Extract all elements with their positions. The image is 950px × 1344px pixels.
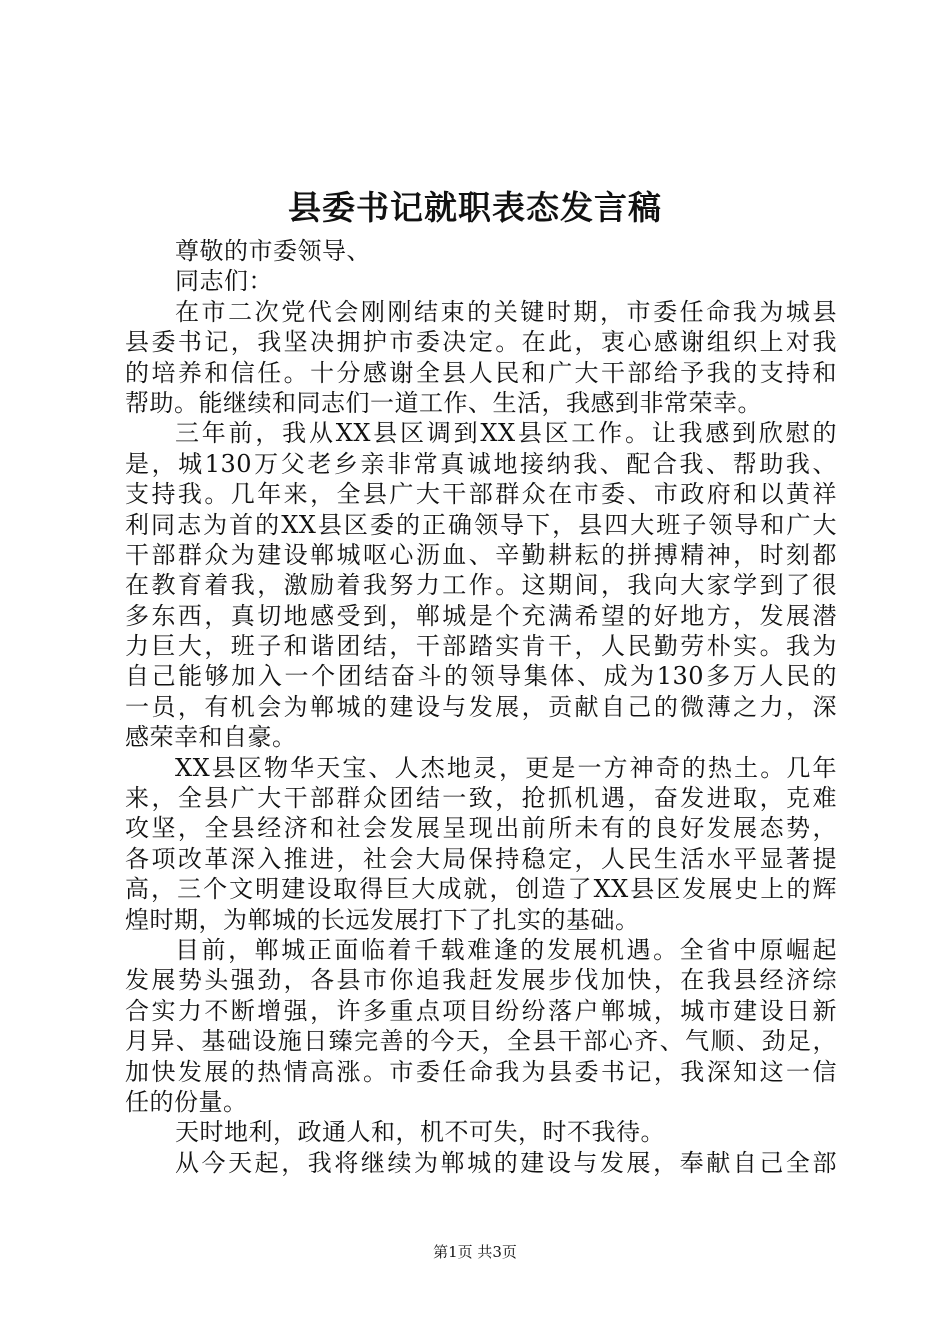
text-line: 是，城130万父老乡亲非常真诚地接纳我、配合我、帮助我、 xyxy=(125,449,837,478)
text-line: 各项改革深入推进，社会大局保持稳定，人民生活水平显著提 xyxy=(125,844,837,873)
text-line: 煌时期，为郸城的长远发展打下了扎实的基础。 xyxy=(125,905,640,934)
text-line: 干部群众为建设郸城呕心沥血、辛勤耕耘的拼搏精神，时刻都 xyxy=(125,540,837,569)
text-line: 多东西，真切地感受到，郸城是个充满希望的好地方，发展潜 xyxy=(125,601,837,630)
text-line: 攻坚，全县经济和社会发展呈现出前所未有的良好发展态势， xyxy=(125,814,837,843)
document-title: 县委书记就职表态发言稿 xyxy=(288,188,662,227)
text-line: 天时地利，政通人和，机不可失，时不我待。 xyxy=(175,1118,665,1147)
text-line: 从今天起，我将继续为郸城的建设与发展，奉献自己全部 xyxy=(175,1148,837,1177)
page-footer: 第1页 共3页 xyxy=(433,1243,517,1261)
text-line: 三年前，我从XX县区调到XX县区工作。让我感到欣慰的 xyxy=(175,419,837,448)
text-line: 的培养和信任。十分感谢全县人民和广大干部给予我的支持和 xyxy=(125,358,837,387)
text-line: 在教育着我，激励着我努力工作。这期间，我向大家学到了很 xyxy=(125,571,837,600)
text-line: 发展势头强劲，各县市你追我赶发展步伐加快，在我县经济综 xyxy=(125,966,837,995)
text-line: 县委书记，我坚决拥护市委决定。在此，衷心感谢组织上对我 xyxy=(125,328,837,357)
text-line: 力巨大，班子和谐团结，干部踏实肯干，人民勤劳朴实。我为 xyxy=(125,632,837,661)
text-line: 一员，有机会为郸城的建设与发展，贡献自己的微薄之力，深 xyxy=(125,692,837,721)
text-line: 尊敬的市委领导、 xyxy=(175,237,371,265)
document-body xyxy=(125,236,837,1178)
text-line: 月异、基础设施日臻完善的今天，全县干部心齐、气顺、劲足， xyxy=(125,1027,837,1056)
text-line: XX县区物华天宝、人杰地灵，更是一方神奇的热土。几年 xyxy=(175,753,837,782)
text-line: 利同志为首的XX县区委的正确领导下，县四大班子领导和广大 xyxy=(125,510,837,539)
text-line: 同志们： xyxy=(175,267,273,296)
text-line: 支持我。几年来，全县广大干部群众在市委、市政府和以黄祥 xyxy=(125,480,837,509)
text-line: 在市二次党代会刚刚结束的关键时期，市委任命我为城县 xyxy=(175,297,837,326)
text-line: 任的份量。 xyxy=(125,1087,248,1116)
text-line: 目前，郸城正面临着千载难逢的发展机遇。全省中原崛起 xyxy=(175,935,837,964)
text-line: 加快发展的热情高涨。市委任命我为县委书记，我深知这一信 xyxy=(125,1057,837,1086)
text-line: 自己能够加入一个团结奋斗的领导集体、成为130多万人民的 xyxy=(125,662,837,691)
text-line: 合实力不断增强，许多重点项目纷纷落户郸城，城市建设日新 xyxy=(125,996,837,1025)
text-line: 帮助。能继续和同志们一道工作、生活，我感到非常荣幸。 xyxy=(125,388,762,417)
text-line: 高，三个文明建设取得巨大成就，创造了XX县区发展史上的辉 xyxy=(125,875,837,904)
text-line: 感荣幸和自豪。 xyxy=(125,723,297,752)
text-line: 来，全县广大干部群众团结一致，抢抓机遇，奋发进取，克难 xyxy=(125,784,837,813)
